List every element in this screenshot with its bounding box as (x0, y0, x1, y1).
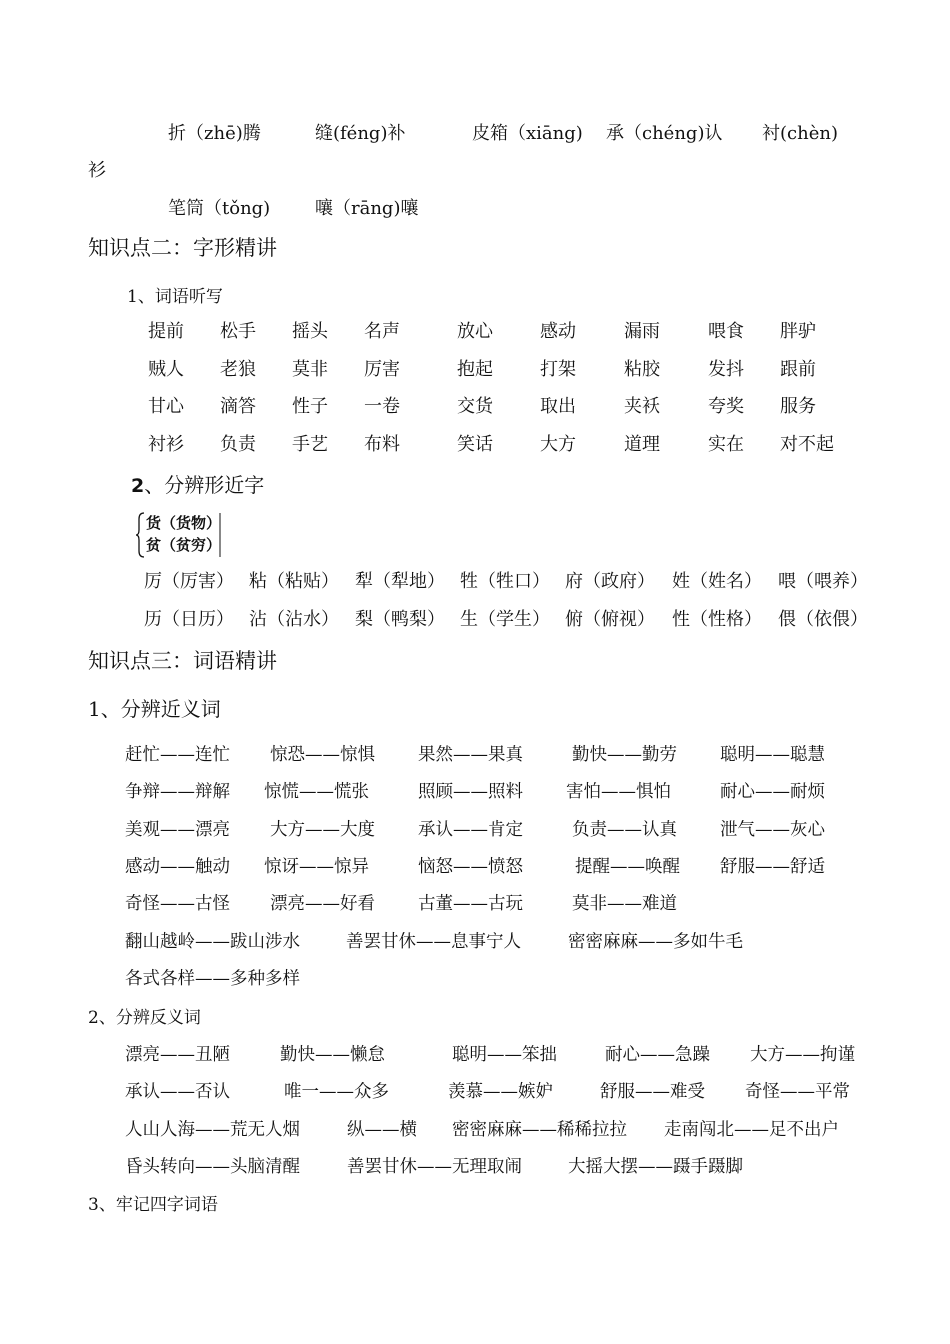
synonym-item: 聪明——聪慧 (720, 745, 825, 765)
dictation-item: 喂食 (708, 321, 744, 342)
antonym-item: 密密麻麻——稀稀拉拉 (452, 1119, 627, 1140)
synonym-item: 善罢甘休——息事宁人 (346, 931, 521, 952)
synonym-item: 害怕——惧怕 (566, 782, 671, 803)
dictation-item: 夹袄 (624, 396, 660, 417)
synonym-item: 大方——大度 (270, 819, 375, 840)
synonym-item: 密密麻麻——多如牛毛 (568, 931, 743, 952)
dictation-item: 负责 (220, 433, 256, 455)
antonym-item: 善罢甘休——无理取闹 (347, 1156, 522, 1177)
synonym-item: 泄气——灰心 (720, 819, 825, 840)
dictation-item: 性子 (292, 396, 328, 417)
similar-char-item: 历（日历） (144, 608, 234, 630)
synonym-item: 惊讶——惊异 (264, 856, 369, 877)
synonym-item: 各式各样——多种多样 (125, 968, 300, 989)
synonym-item: 感动——触动 (125, 856, 230, 877)
synonym-item: 美观——漂亮 (125, 819, 230, 840)
dictation-item: 莫非 (292, 358, 328, 380)
synonym-item: 恼怒——愤怒 (418, 856, 523, 877)
synonym-item: 提醒——唤醒 (575, 856, 680, 877)
similar-char-item: 府（政府） (565, 571, 655, 592)
antonym-item: 奇怪——平常 (745, 1082, 850, 1103)
synonym-item: 惊慌——慌张 (264, 782, 369, 803)
dictation-item: 抱起 (457, 358, 493, 380)
synonym-item: 莫非——难道 (572, 894, 677, 915)
similar-char-item: 厉（厉害） (144, 571, 234, 592)
antonym-item: 漂亮——丑陋 (125, 1045, 230, 1065)
synonym-item: 惊恐——惊惧 (270, 745, 375, 765)
dictation-item: 对不起 (780, 433, 834, 455)
similar-char-item: 生（学生） (460, 608, 550, 630)
dictation-item: 胖驴 (780, 321, 816, 342)
similar-char-item: 粘（粘贴） (249, 571, 339, 592)
synonym-item: 果然——果真 (418, 745, 523, 765)
dictation-item: 跟前 (780, 358, 816, 380)
antonym-item: 勤快——懒怠 (280, 1045, 385, 1065)
dictation-item: 手艺 (292, 433, 328, 455)
synonym-item: 漂亮——好看 (270, 894, 375, 915)
pinyin-wrap: 衫 (88, 160, 106, 181)
dictation-item: 打架 (540, 358, 576, 380)
dictation-title: 1、词语听写 (127, 287, 223, 307)
dictation-item: 笑话 (457, 433, 493, 455)
synonym-item: 照顾——照料 (418, 782, 523, 803)
synonym-item: 争辩——辩解 (125, 782, 230, 803)
dictation-item: 名声 (364, 321, 400, 342)
antonym-item: 舒服——难受 (600, 1082, 705, 1103)
dictation-item: 甘心 (148, 396, 184, 417)
pinyin-item: 嚷（rāng)嚷 (315, 198, 419, 219)
dictation-item: 夸奖 (708, 396, 744, 417)
synonym-item: 耐心——耐烦 (720, 782, 825, 803)
pinyin-item: 折（zhē)腾 (168, 123, 261, 144)
dictation-item: 粘胶 (624, 358, 660, 380)
pinyin-item: 衬(chèn) (762, 123, 838, 144)
dictation-item: 厉害 (364, 358, 400, 380)
brace-item: 货（货物） (146, 514, 222, 532)
brace-item: 贫（贫穷） (146, 536, 222, 554)
dictation-item: 道理 (624, 433, 660, 455)
dictation-item: 服务 (780, 396, 816, 417)
dictation-item: 取出 (540, 396, 576, 417)
synonym-item: 负责——认真 (572, 819, 677, 840)
antonym-item: 走南闯北——足不出户 (664, 1119, 839, 1140)
brace-group (136, 511, 222, 559)
section-heading-2: 知识点二：字形精讲 (88, 236, 277, 260)
dictation-item: 提前 (148, 321, 184, 342)
dictation-item: 漏雨 (624, 321, 660, 342)
synonym-item: 承认——肯定 (418, 819, 523, 840)
antonym-item: 人山人海——荒无人烟 (125, 1119, 300, 1140)
dictation-item: 滴答 (220, 396, 256, 417)
antonyms-title: 2、分辨反义词 (88, 1008, 201, 1028)
dictation-item: 交货 (457, 396, 493, 417)
dictation-item: 感动 (540, 321, 576, 342)
antonym-item: 唯一——众多 (284, 1082, 389, 1103)
antonym-item: 大摇大摆——蹑手蹑脚 (568, 1156, 743, 1177)
pinyin-item: 缝(féng)补 (315, 123, 406, 144)
synonym-item: 赶忙——连忙 (125, 745, 230, 765)
similar-chars-title-text: 、分辨形近字 (144, 473, 265, 497)
synonym-item: 勤快——勤劳 (572, 745, 677, 765)
similar-char-item: 牲（牲口） (460, 571, 550, 592)
similar-char-item: 梨（鸭梨） (355, 608, 445, 630)
pinyin-item: 承（chéng)认 (606, 123, 723, 144)
antonym-item: 承认——否认 (125, 1082, 230, 1103)
similar-char-item: 犁（犁地） (355, 571, 445, 592)
pinyin-item: 皮箱（xiāng) (472, 123, 583, 144)
antonym-item: 大方——拘谨 (750, 1045, 855, 1065)
synonym-item: 奇怪——古怪 (125, 894, 230, 915)
similar-char-item: 偎（依偎） (778, 608, 868, 630)
dictation-item: 衬衫 (148, 433, 184, 455)
dictation-item: 贼人 (148, 358, 184, 380)
pinyin-item: 笔筒（tǒng) (168, 198, 271, 219)
similar-char-item: 喂（喂养） (778, 571, 868, 592)
dictation-item: 松手 (220, 321, 256, 342)
antonym-item: 耐心——急躁 (605, 1045, 710, 1065)
dictation-item: 布料 (364, 433, 400, 455)
dictation-item: 摇头 (292, 321, 328, 342)
similar-char-item: 俯（俯视） (565, 608, 655, 630)
synonyms-title: 1、分辨近义词 (88, 697, 221, 721)
similar-char-item: 性（性格） (672, 608, 762, 630)
section-heading-3: 知识点三：词语精讲 (88, 649, 277, 673)
synonym-item: 舒服——舒适 (720, 856, 825, 877)
dictation-item: 实在 (708, 433, 744, 455)
synonym-item: 古董——古玩 (418, 894, 523, 915)
antonym-item: 昏头转向——头脑清醒 (125, 1156, 300, 1177)
four-char-title: 3、牢记四字词语 (88, 1195, 218, 1215)
dictation-item: 一卷 (364, 396, 400, 417)
dictation-item: 发抖 (708, 358, 744, 380)
synonym-item: 翻山越岭——跋山涉水 (125, 931, 300, 952)
similar-chars-title: 2、分辨形近字 (131, 473, 265, 497)
antonym-item: 羡慕——嫉妒 (448, 1082, 553, 1103)
antonym-item: 聪明——笨拙 (452, 1045, 557, 1065)
similar-char-item: 沾（沾水） (249, 608, 339, 630)
dictation-item: 老狼 (220, 358, 256, 380)
similar-char-item: 姓（姓名） (672, 571, 762, 592)
dictation-item: 大方 (540, 433, 576, 455)
dictation-item: 放心 (457, 321, 493, 342)
antonym-item: 纵——横 (347, 1119, 417, 1140)
